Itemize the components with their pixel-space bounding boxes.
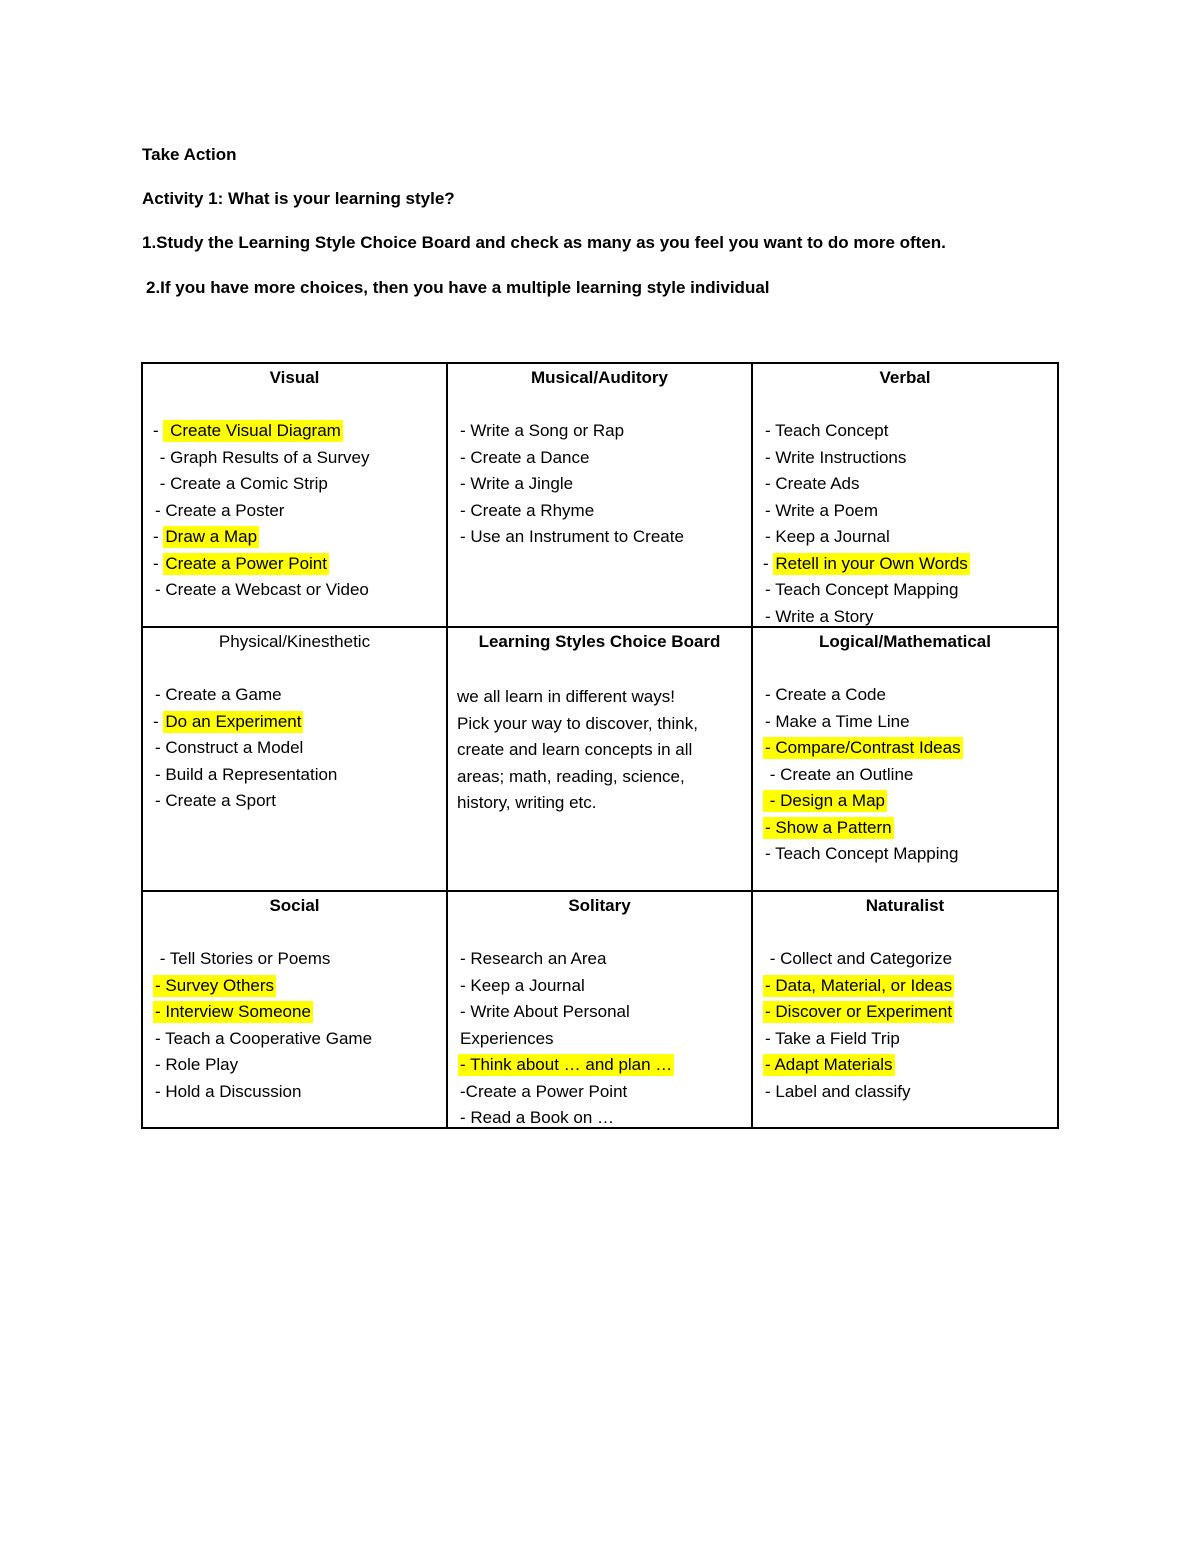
highlighted-item-text: - Survey Others xyxy=(155,975,275,995)
item-text: - Create a Sport xyxy=(155,791,276,810)
instruction-step-2: 2.If you have more choices, then you have a multiple learning style individual xyxy=(146,278,770,297)
page-title: Take Action xyxy=(142,145,237,164)
item-text: - Read a Book on … xyxy=(460,1108,615,1127)
item-text: - Make a Time Line xyxy=(765,711,910,731)
board-cell-solitary xyxy=(448,892,753,1127)
item-text: - Keep a Journal xyxy=(460,975,585,995)
item-text: - Write About Personal xyxy=(460,1002,630,1021)
board-cell-learning-styles-choice-board xyxy=(448,628,753,892)
list-item xyxy=(458,1001,745,1028)
list-item xyxy=(763,737,1051,764)
activity-list xyxy=(153,684,440,817)
board-cell-social xyxy=(143,892,448,1127)
activity-list xyxy=(458,948,745,1134)
item-prefix: - xyxy=(153,553,164,573)
highlighted-item-text: Do an Experiment xyxy=(165,711,302,731)
item-text: - Label and classify xyxy=(765,1081,911,1101)
item-text: - Write a Jingle xyxy=(460,474,574,493)
board-cell-verbal xyxy=(753,364,1057,628)
item-text: - Write a Story xyxy=(765,606,874,626)
cell-title: Naturalist xyxy=(865,896,945,915)
highlighted-item-text: - Discover or Experiment xyxy=(765,1002,953,1021)
cell-title: Verbal xyxy=(879,368,931,387)
highlighted-item-text: - Show a Pattern xyxy=(765,817,892,837)
list-item xyxy=(458,1028,745,1055)
list-item xyxy=(763,817,1051,844)
activity-list xyxy=(763,420,1051,632)
cell-title: Physical/Kinesthetic xyxy=(218,632,371,651)
item-text: - Teach a Cooperative Game xyxy=(155,1028,373,1048)
activity-list xyxy=(153,420,440,606)
list-item xyxy=(153,790,440,817)
list-item xyxy=(153,684,440,711)
list-item xyxy=(153,711,440,738)
list-item xyxy=(458,975,745,1002)
list-item xyxy=(763,1028,1051,1055)
list-item xyxy=(458,473,745,500)
item-text: - Create an Outline xyxy=(765,764,914,784)
highlighted-item-text: - Think about … and plan … xyxy=(460,1055,673,1074)
item-text: - Write a Song or Rap xyxy=(460,421,625,440)
list-item xyxy=(763,764,1051,791)
list-item xyxy=(763,473,1051,500)
list-item xyxy=(458,500,745,527)
item-text: - Create a Poster xyxy=(155,500,285,520)
list-item xyxy=(458,1081,745,1108)
list-item xyxy=(763,500,1051,527)
item-text: - Write Instructions xyxy=(765,447,907,467)
item-text: - Collect and Categorize xyxy=(765,949,953,968)
item-text: - Create Ads xyxy=(765,474,860,493)
list-item xyxy=(763,711,1051,738)
activity-list xyxy=(763,684,1051,870)
cell-title: Logical/Mathematical xyxy=(819,632,991,651)
cell-title: Visual xyxy=(269,368,320,387)
list-item xyxy=(153,553,440,580)
list-item xyxy=(153,579,440,606)
list-item xyxy=(153,737,440,764)
list-item xyxy=(153,473,440,500)
item-text: -Create a Power Point xyxy=(460,1081,628,1101)
item-text: - Keep a Journal xyxy=(765,527,890,546)
item-prefix: - xyxy=(153,421,164,440)
board-cell-visual xyxy=(143,364,448,628)
list-item xyxy=(763,790,1051,817)
item-text: - Take a Field Trip xyxy=(765,1028,900,1048)
item-prefix: - xyxy=(153,711,164,731)
board-cell-musical-auditory xyxy=(448,364,753,628)
activity-list xyxy=(153,948,440,1107)
instruction-step-1: 1.Study the Learning Style Choice Board and check as many as you feel you want to do more often. xyxy=(142,233,946,252)
list-item xyxy=(763,948,1051,975)
item-text: - Graph Results of a Survey xyxy=(155,447,370,467)
list-item xyxy=(458,1107,745,1134)
item-text: - Create a Dance xyxy=(460,447,590,467)
list-item xyxy=(153,1081,440,1108)
list-item xyxy=(153,1028,440,1055)
list-item xyxy=(763,684,1051,711)
list-item xyxy=(763,526,1051,553)
list-item xyxy=(153,526,440,553)
list-item xyxy=(153,1001,440,1028)
list-item xyxy=(458,948,745,975)
board-cell-logical-mathematical xyxy=(753,628,1057,892)
item-text: - Create a Game xyxy=(155,685,282,704)
cell-title: Learning Styles Choice Board xyxy=(478,632,721,651)
highlighted-item-text: Create a Power Point xyxy=(165,553,327,573)
highlighted-item-text: - Design a Map xyxy=(765,791,885,810)
list-item xyxy=(763,553,1051,580)
highlighted-item-text: Create Visual Diagram xyxy=(165,421,341,440)
item-text: - Write a Poem xyxy=(765,500,879,520)
item-text: - Create a Comic Strip xyxy=(155,474,328,493)
highlighted-item-text: - Compare/Contrast Ideas xyxy=(765,738,961,757)
list-item xyxy=(458,526,745,553)
item-text: - Research an Area xyxy=(460,949,607,968)
list-item xyxy=(153,500,440,527)
list-item xyxy=(763,1081,1051,1108)
activity-list xyxy=(763,948,1051,1107)
item-prefix: - xyxy=(763,553,774,573)
item-prefix: - xyxy=(153,527,164,546)
list-item xyxy=(153,948,440,975)
list-item xyxy=(763,420,1051,447)
learning-style-choice-board xyxy=(141,362,1059,1129)
list-item xyxy=(458,420,745,447)
list-item xyxy=(763,843,1051,870)
item-text: - Create a Code xyxy=(765,685,886,704)
cell-description: we all learn in different ways! Pick your way to discover, think, create and learn concepts in all areas; math, reading, science, history, writing etc. xyxy=(457,687,698,812)
list-item xyxy=(153,447,440,474)
list-item xyxy=(763,579,1051,606)
list-item xyxy=(763,975,1051,1002)
list-item xyxy=(458,447,745,474)
item-text: - Role Play xyxy=(155,1055,239,1074)
list-item xyxy=(763,1001,1051,1028)
list-item xyxy=(763,447,1051,474)
highlighted-item-text: - Adapt Materials xyxy=(765,1055,893,1074)
list-item xyxy=(153,420,440,447)
list-item xyxy=(153,975,440,1002)
item-text: - Teach Concept Mapping xyxy=(765,844,959,863)
board-cell-physical-kinesthetic xyxy=(143,628,448,892)
highlighted-item-text: Retell in your Own Words xyxy=(775,553,968,573)
item-text: - Hold a Discussion xyxy=(155,1081,302,1101)
list-item xyxy=(458,1054,745,1081)
item-text: - Create a Webcast or Video xyxy=(155,580,369,599)
highlighted-item-text: - Interview Someone xyxy=(155,1002,311,1021)
cell-title: Solitary xyxy=(568,896,631,915)
item-text: Experiences xyxy=(460,1028,554,1048)
item-text: - Use an Instrument to Create xyxy=(460,527,684,546)
item-text: - Construct a Model xyxy=(155,738,304,757)
activity-title: Activity 1: What is your learning style? xyxy=(142,189,455,208)
item-text: - Teach Concept Mapping xyxy=(765,580,959,599)
highlighted-item-text: - Data, Material, or Ideas xyxy=(765,975,953,995)
item-text: - Create a Rhyme xyxy=(460,500,595,520)
list-item xyxy=(763,1054,1051,1081)
item-text: - Tell Stories or Poems xyxy=(155,949,331,968)
cell-title: Musical/Auditory xyxy=(531,368,668,387)
list-item xyxy=(153,1054,440,1081)
highlighted-item-text: Draw a Map xyxy=(165,527,258,546)
board-cell-naturalist xyxy=(753,892,1057,1127)
list-item xyxy=(153,764,440,791)
cell-title: Social xyxy=(269,896,320,915)
item-text: - Teach Concept xyxy=(765,421,889,440)
activity-list xyxy=(458,420,745,553)
item-text: - Build a Representation xyxy=(155,764,338,784)
